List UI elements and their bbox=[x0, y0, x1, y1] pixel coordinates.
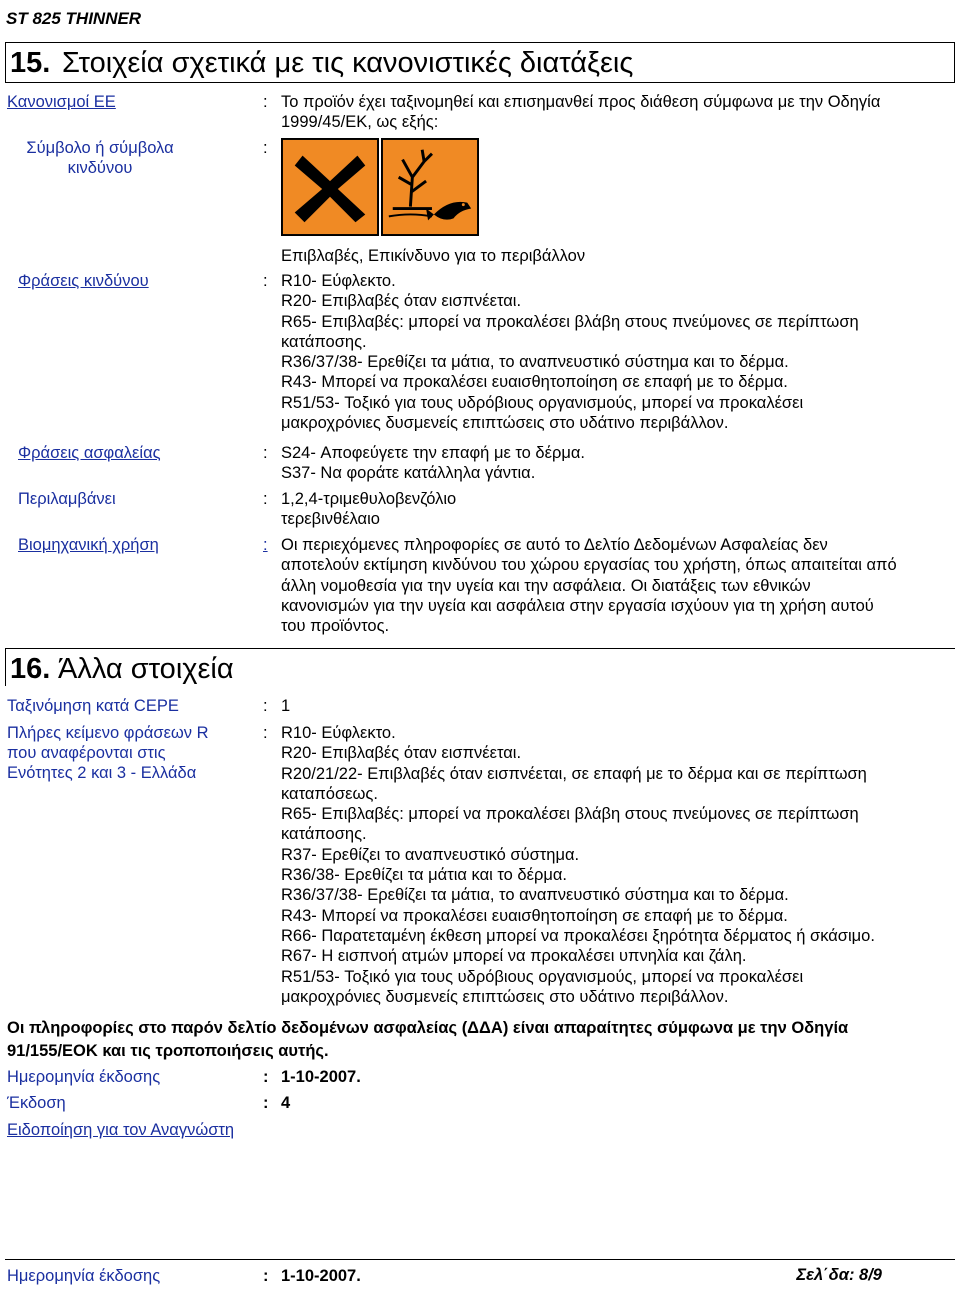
issue-date-label: Ημερομηνία έκδοσης bbox=[7, 1068, 161, 1086]
text-line: R43- Μπορεί να προκαλέσει ευαισθητοποίηση σε επαφή με το δέρμα. bbox=[281, 373, 788, 392]
text-line: Το προϊόν έχει ταξινομηθεί και επισημανθεί προς διάθεση σύμφωνα με την Οδηγία bbox=[281, 93, 881, 111]
footer-issue-date-label: Ημερομηνία έκδοσης bbox=[7, 1267, 161, 1285]
note-line: Οι πληροφορίες στο παρόν δελτίο δεδομένων ασφαλείας (ΔΔΑ) είναι απαραίτητες σύμφωνα με την Οδηγία bbox=[7, 1019, 849, 1037]
colon: : bbox=[263, 697, 268, 715]
colon: : bbox=[263, 444, 268, 462]
section-title: Άλλα στοιχεία bbox=[58, 653, 234, 685]
section-16-title-bar bbox=[5, 648, 955, 686]
full-text-value bbox=[281, 723, 875, 1007]
safety-phrases-label[interactable]: Φράσεις ασφαλείας bbox=[18, 444, 161, 462]
contains-value bbox=[281, 489, 456, 530]
cepe-value: 1 bbox=[281, 697, 291, 715]
contains-label: Περιλαμβάνει bbox=[18, 490, 116, 508]
safety-phrases-value bbox=[281, 443, 585, 484]
text-line: R67- Η εισπνοή ατμών μπορεί να προκαλέσει υπνηλία και ζάλη. bbox=[281, 947, 747, 966]
label-line: κινδύνου bbox=[67, 159, 133, 177]
environment-hazard-icon bbox=[381, 138, 479, 236]
version-label: Έκδοση bbox=[7, 1094, 66, 1112]
regulatory-note bbox=[7, 1017, 947, 1063]
section-number: 16. bbox=[10, 653, 51, 685]
section-title: Στοιχεία σχετικά με τις κανονιστικές διατάξεις bbox=[62, 47, 634, 79]
colon: : bbox=[263, 1094, 269, 1112]
text-line: 1999/45/ΕΚ, ως εξής: bbox=[281, 113, 439, 132]
label-line: που αναφέρονται στις bbox=[7, 744, 166, 762]
text-line: του προϊόντος. bbox=[281, 617, 390, 636]
text-line: κατάποσης. bbox=[281, 332, 367, 351]
text-line: R36/37/38- Ερεθίζει τα μάτια, το αναπνευστικό σύστημα και το δέρμα. bbox=[281, 886, 789, 905]
risk-phrases-label[interactable]: Φράσεις κινδύνου bbox=[18, 272, 149, 290]
text-line: 1,2,4-τριμεθυλοβενζόλιο bbox=[281, 490, 457, 508]
cepe-label: Ταξινόμηση κατά CEPE bbox=[7, 697, 179, 715]
text-line: R10- Εύφλεκτο. bbox=[281, 724, 396, 742]
text-line: R65- Επιβλαβές: μπορεί να προκαλέσει βλάβη στους πνεύμονες σε περίπτωση bbox=[281, 312, 859, 331]
colon: : bbox=[263, 272, 268, 290]
text-line: μακροχρόνιες δυσμενείς επιπτώσεις στο υδάτινο περιβάλλον. bbox=[281, 987, 729, 1006]
colon: : bbox=[263, 1267, 269, 1285]
note-line: 91/155/ΕΟΚ και τις τροποποιήσεις αυτής. bbox=[7, 1042, 329, 1060]
eu-regulations-label[interactable]: Κανονισμοί ΕΕ bbox=[7, 93, 116, 111]
colon: : bbox=[263, 490, 268, 508]
industrial-use-label[interactable]: Βιομηχανική χρήση bbox=[18, 536, 159, 554]
text-line: R43- Μπορεί να προκαλέσει ευαισθητοποίηση σε επαφή με το δέρμα. bbox=[281, 906, 788, 925]
text-line: S24- Αποφεύγετε την επαφή με το δέρμα. bbox=[281, 444, 585, 462]
section-number: 15. bbox=[10, 47, 51, 79]
colon: : bbox=[263, 139, 268, 157]
text-line: R36/38- Ερεθίζει τα μάτια και το δέρμα. bbox=[281, 866, 567, 885]
colon: : bbox=[263, 536, 268, 554]
text-line: Οι περιεχόμενες πληροφορίες σε αυτό το Δελτίο Δεδομένων Ασφαλείας δεν bbox=[281, 536, 828, 554]
hazard-symbols-label bbox=[0, 138, 200, 178]
colon: : bbox=[263, 1068, 269, 1086]
text-line: μακροχρόνιες δυσμενείς επιπτώσεις στο υδάτινο περιβάλλον. bbox=[281, 414, 729, 433]
text-line: R37- Ερεθίζει το αναπνευστικό σύστημα. bbox=[281, 845, 580, 864]
risk-phrases-value bbox=[281, 271, 859, 433]
text-line: αποτελούν εκτίμηση κινδύνου του χώρου εργασίας του χρήστη, όπως απαιτείται από bbox=[281, 556, 897, 575]
text-line: κανονισμών για την υγεία και ασφάλεια στην εργασία ισχύουν για τη χρήση αυτού bbox=[281, 596, 874, 615]
eu-regulations-value bbox=[281, 92, 880, 133]
label-line: Πλήρες κείμενο φράσεων R bbox=[7, 724, 209, 742]
harmful-x-icon bbox=[281, 138, 379, 236]
text-line: R51/53- Τοξικό για τους υδρόβιους οργανισμούς, μπορεί να προκαλέσει bbox=[281, 967, 804, 986]
colon: : bbox=[263, 724, 268, 742]
text-line: R51/53- Τοξικό για τους υδρόβιους οργανισμούς, μπορεί να προκαλέσει bbox=[281, 393, 804, 412]
hazard-caption: Επιβλαβές, Επικίνδυνο για το περιβάλλον bbox=[281, 247, 586, 265]
issue-date-value: 1-10-2007. bbox=[281, 1068, 361, 1086]
text-line: R20/21/22- Επιβλαβές όταν εισπνέεται, σε επαφή με το δέρμα και σε περίπτωση bbox=[281, 764, 867, 783]
label-line: Ενότητες 2 και 3 - Ελλάδα bbox=[7, 764, 197, 782]
text-line: R10- Εύφλεκτο. bbox=[281, 272, 396, 290]
text-line: R65- Επιβλαβές: μπορεί να προκαλέσει βλάβη στους πνεύμονες σε περίπτωση bbox=[281, 805, 859, 824]
text-line: R20- Επιβλαβές όταν εισπνέεται. bbox=[281, 744, 522, 763]
full-text-label bbox=[7, 723, 209, 783]
section-15-title-bar bbox=[5, 42, 955, 83]
colon: : bbox=[263, 93, 268, 111]
text-line: R66- Παρατεταμένη έκθεση μπορεί να προκαλέσει ξηρότητα δέρματος ή σκάσιμο. bbox=[281, 926, 875, 945]
text-line: άλλη νομοθεσία για την υγεία και την ασφάλεια. Οι διατάξεις των εθνικών bbox=[281, 576, 811, 595]
footer-issue-date-value: 1-10-2007. bbox=[281, 1267, 361, 1285]
footer-divider bbox=[5, 1259, 955, 1260]
text-line: R20- Επιβλαβές όταν εισπνέεται. bbox=[281, 292, 522, 311]
text-line: τερεβινθέλαιο bbox=[281, 510, 380, 529]
product-header: ST 825 THINNER bbox=[6, 9, 142, 28]
page-number: Σελ΄δα: 8/9 bbox=[796, 1266, 882, 1284]
label-line: Σύμβολο ή σύμβολα bbox=[26, 139, 174, 157]
text-line: κατάποσης. bbox=[281, 825, 367, 844]
text-line: καταπόσεως. bbox=[281, 784, 378, 803]
industrial-use-value bbox=[281, 535, 897, 636]
text-line: S37- Να φοράτε κατάλληλα γάντια. bbox=[281, 464, 536, 483]
reader-notice-link[interactable]: Ειδοποίηση για τον Αναγνώστη bbox=[7, 1121, 235, 1139]
text-line: R36/37/38- Ερεθίζει τα μάτια, το αναπνευστικό σύστημα και το δέρμα. bbox=[281, 353, 789, 372]
version-value: 4 bbox=[281, 1094, 291, 1112]
